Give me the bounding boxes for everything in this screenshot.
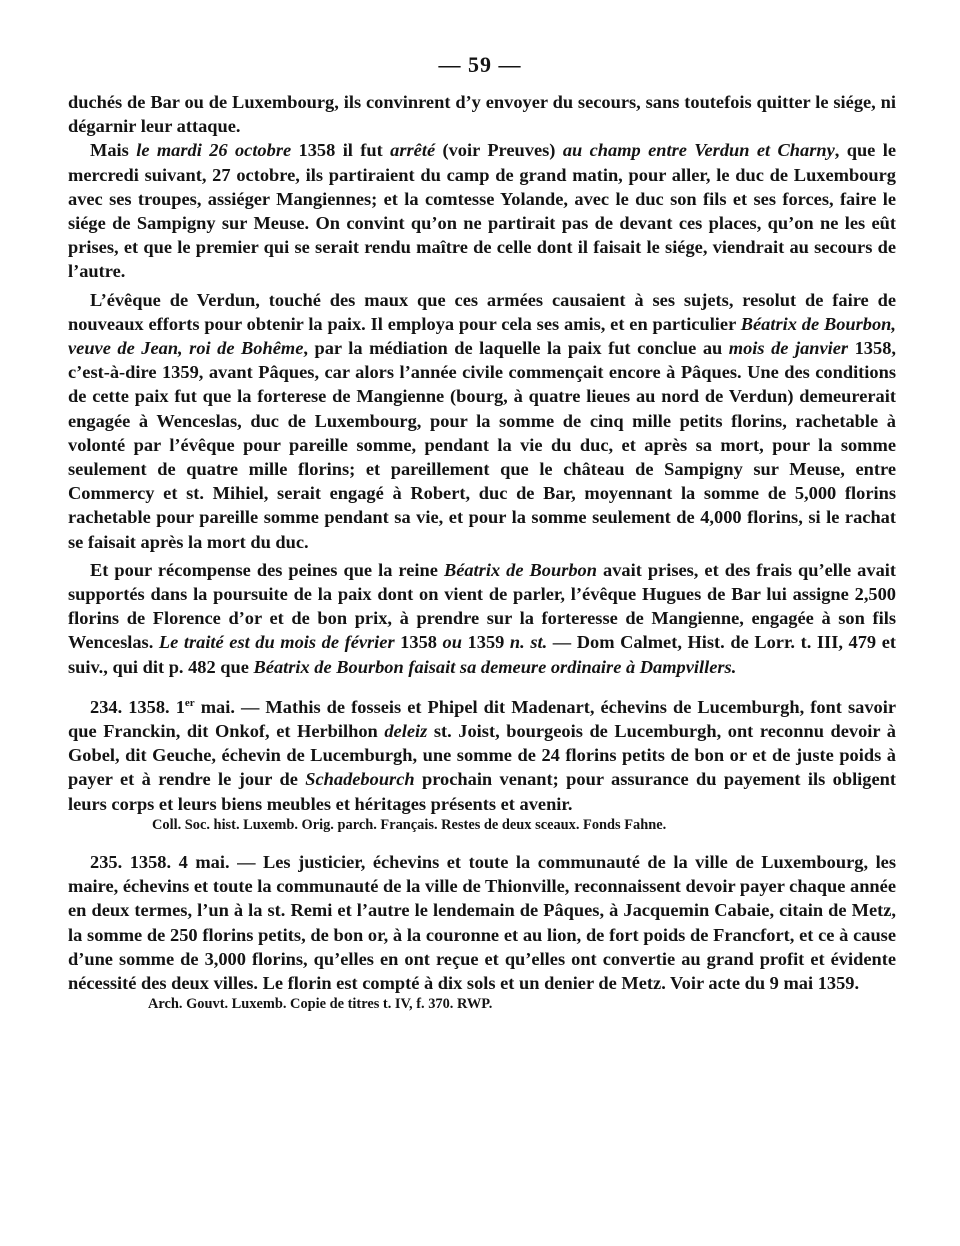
p2-text-e: (voir Preuves) bbox=[435, 140, 563, 161]
entry-234-text bbox=[68, 695, 896, 816]
entry-234-source: Coll. Soc. hist. Luxemb. Orig. parch. Français. Restes de deux sceaux. Fonds Fahne. bbox=[152, 816, 667, 833]
p2-text-c: 1358 il fut bbox=[291, 140, 391, 161]
p4-italic-d: Le traité est du mois de février bbox=[158, 632, 395, 653]
p2-italic-d: arrêté bbox=[390, 140, 436, 161]
e235-text-a: 4 mai. — Les justicier, échevins et toute la communauté de la ville de Luxembourg, les maire, échevins et toute la communauté de la ville de Thionville, reconnaissent devoir payer chaque année en deux termes, l’un à la st. Remi et l’autre le lendemain de Pâques, à Jacquemin Cabaie, citain de Metz, la somme de 250 florins petits, de bon or, à la couronne et au lion, de fort poids de Francfort, et ce à cause d’une somme de 3,000 florins, qu’elles en ont reçue et qu’elles ont convertie au grand profit et évidente nécessité des deux villes. Le florin est compté à dix sols et un denier de Metz. Voir acte du 9 mai 1359. bbox=[68, 851, 896, 993]
p3-text-c: , par la médiation de laquelle la paix fut conclue au bbox=[303, 338, 729, 359]
p2-text-g: , que le mercredi suivant, 27 octobre, ils partiraient du camp de grand matin, pour aller, le duc de Luxembourg avec ses troupes, assiéger Mangiennes; et la comtesse Yolande, avec le duc son fils et ses forces, faire le siége de Sampigny sur Meuse. On convint qu’on ne partirait pas de devant ces places, qu’on ne les eût prises, et que le premier qui se serait rendu maître de celle dont il faisait le siége, viendrait au secours de l’autre. bbox=[68, 140, 896, 282]
p4-text-e: 1358 bbox=[394, 632, 443, 653]
entry-235-number: 235. 1358. bbox=[90, 851, 172, 872]
p3-text-e: 1358, c’est-à-dire 1359, avant Pâques, car alors l’année civile commençait encore à Pâques. Une des conditions de cette paix fut que la forterese de Mangienne (bourg, à quatre lieues au nord de Verdun) demeurerait engagée à Wenceslas, duc de Luxembourg, pour la somme de cinq mille petits florins, rachetable à volonté par l’évêque pour pareille somme, pendant la vie du duc, et après sa mort, pour la somme seulement de quatre mille florins; et pareillement que le château de Sampigny sur Meuse, entre Commercy et st. Mihiel, serait engagé à Robert, duc de Bar, moyennant la somme de 5,000 florins rachetable pour pareille somme pendant sa vie, et pour la somme seulement de 4,000 florins, si le rachat se faisait après la mort du duc. bbox=[68, 338, 896, 552]
p4-text-a: Et pour récompense des peines que la reine bbox=[90, 559, 444, 580]
page-number: — 59 — bbox=[438, 52, 522, 77]
p2-text-a: Mais bbox=[90, 140, 137, 161]
p4-italic-h: n. st. bbox=[509, 632, 548, 653]
p4-italic-f: ou bbox=[442, 632, 462, 653]
p4-text-c: avait prises, et des frais qu’elle avait supportés dans la poursuite de la paix dont on vient de parler, l’évêque Hugues de Bar lui assigne 2,500 florins de Florence d’or et de bon prix, à prendre sur la forteresse de Mangienne, engagée à son fils Wenceslas. bbox=[68, 559, 896, 653]
p4-text-i: — Dom Calmet, Hist. de Lorr. t. III, 479 et suiv., qui dit p. 482 que bbox=[68, 632, 896, 677]
p4-italic-b: Béatrix de Bourbon bbox=[443, 559, 597, 580]
p2-italic-b: le mardi 26 octobre bbox=[136, 140, 292, 161]
e234-italic-b: deleiz bbox=[384, 721, 428, 742]
e234-italic-d: Schadebourch bbox=[305, 769, 415, 790]
entry-235-source: Arch. Gouvt. Luxemb. Copie de titres t. IV, f. 370. RWP. bbox=[148, 996, 493, 1013]
p3-italic-b: Béatrix de Bourbon, veuve de Jean, roi de Bohême bbox=[68, 313, 897, 359]
entry-235-text bbox=[68, 850, 896, 995]
paragraph-2 bbox=[68, 138, 896, 283]
e234-text-a: mai. — Mathis de fosseis et Phipel dit Madenart, échevins de Lucemburgh, font savoir que Franckin, dit Onkof, et Herbilhon bbox=[68, 696, 896, 742]
p4-text-g: 1359 bbox=[461, 632, 510, 653]
e234-text-e: prochain venant; pour assurance du payement ils obligent leurs corps et leurs biens meubles et héritages présents et avenir. bbox=[68, 769, 896, 814]
paragraph-1: duchés de Bar ou de Luxembourg, ils convinrent d’y envoyer du secours, sans toutefois quitter le siége, ni dégarnir leur attaque. bbox=[68, 92, 896, 137]
paragraph-4 bbox=[68, 558, 896, 679]
paragraph-3 bbox=[68, 288, 896, 554]
p3-text-a: L’évêque de Verdun, touché des maux que ces armées causaient à ses sujets, resolut de faire de nouveaux efforts pour obtenir la paix. Il employa pour cela ses amis, et en particulier bbox=[68, 289, 896, 334]
document-body bbox=[68, 90, 896, 1013]
entry-235 bbox=[68, 850, 896, 1013]
p2-italic-f: au champ entre Verdun et Charny bbox=[562, 140, 835, 161]
entry-234-number: 234. 1358. bbox=[90, 696, 170, 717]
p4-italic-j: Béatrix de Bourbon faisait sa demeure ordinaire à Dampvillers. bbox=[253, 656, 737, 677]
entry-234 bbox=[68, 695, 896, 834]
p3-italic-d: mois de janvier bbox=[728, 338, 849, 359]
e234-text-c: st. Joist, bourgeois de Lucemburgh, ont reconnu devoir à Gobel, dit Geuche, échevin de Lucemburgh, une somme de 24 florins petits de bon or et de juste poids à payer et à rendre le jour de bbox=[68, 721, 896, 790]
entry-234-day: 1 bbox=[175, 696, 185, 717]
entry-234-day-sup: er bbox=[184, 696, 195, 709]
